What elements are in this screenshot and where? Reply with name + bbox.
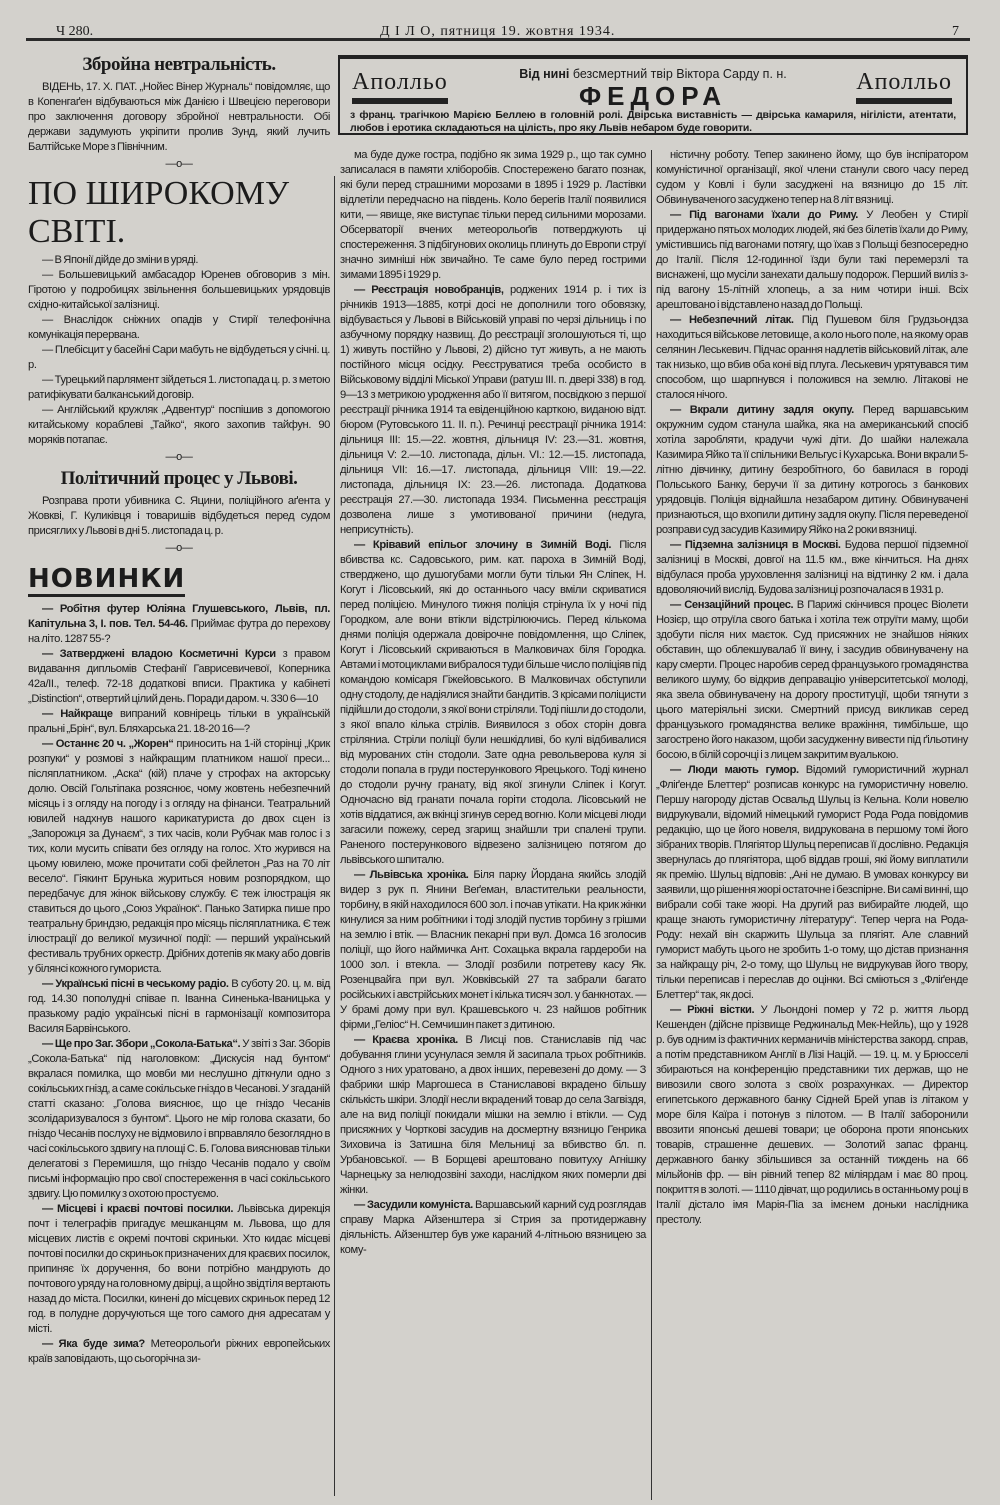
paragraph-lead: — Львівська хроніка. <box>354 869 469 881</box>
news-paragraph: — В Японії дійде до зміни в уряді. <box>42 254 199 266</box>
paragraph-text: Біля парку Йордана якийсь злодій видер з рук п. Янини Веґеман, властительки реальности, торбину, в якій находилося 600 зол. і почав утікати. На крик жінки кинулися за ним робітники і тоді злодій пустив торбину з грішми на землю і втік. — Власник пекарні при вул. Домса 16 зголосив поліції, що його наймичка Ант. Сохацька вкрала гардероби на 1000 зол. і втекла. — Злодії розбили потретеву касу Як. Розенцвайга при вул. Жовківській 27 та забрали багато російських і австрійських монет і кілька тисяч зол. у банкнотах. — У брамі дому при вул. Крашевського ч. 23 найшов робітник фірми „Геліос“ Н. Семчишин пакет з дитиною. <box>340 869 646 1031</box>
news-paragraph <box>28 602 330 647</box>
paragraph-text: У звіті з Заг. Зборів „Сокола-Батька“ під наголовком: „Дискусія над бунтом“ вкралася помилка, що мовби ми неслушно діткнули одно з сокільських гнізд, а саме сокільське гніздо в Чесанові. У згаданій статті сказано: „Голова вияснює, що це гніздо Чесанів зсолідаризувалося з бунтом“. Цього не мір голова сказати, бо гніздо Чесанів послуху не відмовило і впрвавляло безоглядно в часі сокільського здвигу на площі С. Б. Голова вияснював тільки делегатові з Перемишля, що гніздо Чесанів подало у своїм письмі інформацію про свої спостереження в часі сокільського здвигу. Цю помилку з охотою простуємо. <box>28 1038 330 1200</box>
news-paragraph <box>28 1037 330 1202</box>
theatre-advertisement <box>338 55 968 135</box>
paragraph-text: Перед варшавським окружним судом станула шайка, яка на американський спосіб хотіла заробляти, крадучи чужі діти. До шайки належала Казимира Яйко та її спільники Вельгус і Кухарська. Вони вкрали 5-літню дівчинку, дитину безробітного, бо бавилася в городі Польського Банку, беручи її за дитину котрогось з банкових урядовців. Поліція віднайшла незабаром дитину. Обвинувачені признаються, що вхопили дитину задля окупу. Після переведеної розправи суд засудив Казимиру Яйко на 2 роки вязниці. <box>656 404 968 536</box>
paragraph-lead: — Останнє 20 ч. „Жорен“ <box>42 738 174 750</box>
article-heading-process: Політичний процес у Львові. <box>60 468 298 489</box>
paragraph-text: В суботу 20. ц. м. від год. 14.30 пополудні співае п. Іванна Синенька-Іваницька у празькому радіо українські пісні в гармонізації композитора Василя Барвінського. <box>28 978 330 1035</box>
paragraph-lead: — Небезпечний літак. <box>670 314 794 326</box>
news-paragraph <box>656 598 968 763</box>
masthead-date: Д І Л О, пятниця 19. жовтня 1934. <box>380 24 616 39</box>
paragraph-lead: — Українські пісні в чеському радіо. <box>42 978 229 990</box>
paragraph-text: Після вбивства кс. Садовського, рим. кат. пароха в Зимній Воді, стверджено, що душогубами могли бути тільки Ян Сліпек, Н. Когут і Лісовський, які до останнього часу вміли скриватися перед поліцією. Минулого тижня поліція стрінула їх у ночі під Городком, але вони втікли відстрілюючись. Перед кількома днями поліція одержала довірочне повідомлення, що Сліпек, Когут і Лісовський скриваються в Малковичах біля Городка. Автами і мотоциклами вибралося туди більше число поліціяв під командою комісаря Гіжейовського. В Малковичах обступили одну стодолу, де надіялися знайти бандитів. З крісами поліцисти підійшли до стодоли, з якої вони стріляли. Тоді пішли до стодоли, з якої впало кілька стрілів. Виявилося з обох сторін довга стріляниа. Стріли поліції були нешкідливі, бо кулі відбивалися від мурованих стін стодоли. Зате одна револьверова куля зі стодоли попала в груди постерункового Ярецького. Тоді кинено до стодоли ручну гранату, від якої згинули Сліпек і Когут. Одночасно від гранати почала горіти стодола. Лісовський не хотів віддатися, аж вкінці згинув серед вогню. Коли місцеві люди загасили пожежу, серед згарищ знайшли три спалені трупи. Раненого постерункового відвезено залізницею потягом до львівського шпиталю. <box>340 539 646 866</box>
ad-brand-right: Аполльо <box>856 69 952 104</box>
ad-brand-left: Аполльо <box>352 69 448 104</box>
paragraph-lead: — Підземна залізниця в Москві. <box>670 539 841 551</box>
column-3-paragraphs <box>656 148 968 1228</box>
column-2 <box>340 148 646 1258</box>
news-paragraph: — Большевицький амбасадор Юренев обговорив з мін. Гіротою у подробицях звільнення большевицьких урядовців східно-китайської залізниці. <box>28 269 330 311</box>
paragraph-text: ма буде дуже гостра, подібно як зима 1929 р., що так сумно записалася в памяти хліборобів. Спостережено багато познак, які були перед страшними морозами в 1895 і 1929 р. Ластівки відлетіли передчасно на південь. Коло берегів Італії появилися кити, — явище, яке виступає тільки перед сильними морозами. Обсерваторії вчених метеорольоґів потверджують ці спостереження. З підбігунових околиць плинуть до Европи струї значно зимніші ніж звичайно. Те саме було перед гострими зимами 1895 і 1929 р. <box>340 149 646 281</box>
news-paragraph <box>340 1033 646 1198</box>
news-paragraph: — Англійський кружляк „Адвентур“ поспішив з допомогою китайському кораблеві „Тайко“, якого захопив тайфун. 90 моряків потапає. <box>28 404 330 446</box>
header-rule <box>26 38 970 41</box>
ad-lead <box>478 67 828 81</box>
news-paragraph <box>656 1003 968 1228</box>
news-paragraph <box>340 148 646 283</box>
section-heading-world: ПО ШИРОКОМУ СВІТІ. <box>28 175 290 250</box>
news-paragraph <box>28 1202 330 1337</box>
paragraph-text: У Льондоні помер у 72 р. життя льорд Кешенден (дійсне прізвище Реджинальд Мек-Нейль), що у 1928 р. був одним із фактичних керманичів міністерства закорд. справ, а потім представником Англії в Лізі Націй. — 19. ц. м. у Брюсселі збираються на конференцію представники тих держав, що не вивозили свого золота з своїх розрахунках. — Директор египетського державного банку Сідней Брей упав із літаком у море біля Каїра і потонув з пілотом. — В Італії заборонили ввозити японські дешеві товари; це оборона проти японських товарів, страшенне дешевих. — Золотий запас франц. державного банку збільшився за останній тиждень на 66 мільйонів фр. — він рівний тепер 82 міліярдам і має 80 проц. покриття в золоті. — 1110 дівчат, що родились в останньому році в Італії дістало імя Марія-Піа за імєнем доньки наслідника престолу. <box>656 1004 968 1226</box>
world-news-list <box>28 253 330 448</box>
news-paragraph: — Внаслідок сніжних опадів у Стирії телефонічна комунікація перервана. <box>28 314 330 341</box>
news-items <box>28 602 330 1367</box>
article-heading-neutrality: Збройна невтральність. <box>82 54 276 75</box>
paragraph-lead: — Люди мають гумор. <box>670 764 799 776</box>
paragraph-lead: — Робітня футер Юліяна Глушевського, Львів, пл. Капітульна 3, І. пов. Тел. 54-46. <box>28 603 330 630</box>
news-paragraph: — Турецький парлямент зійдеться 1. листопада ц. р. з метою ратифікувати балканський договір. <box>28 374 330 401</box>
paragraph-text: з правом видавання дипльомів Стефанії Гаврисевичевої, Коперника 42а/ІІ., телеф. 72-18 додаткові вписи. Практика у кабінеті „Distinction“, отвертий цілий день. Поради даром. ч. 330 6—10 <box>28 648 330 705</box>
news-paragraph <box>340 538 646 868</box>
column-divider <box>651 150 652 1500</box>
paragraph-text: Під Пушевом біля Грудзьондза находиться військове летовище, а коло нього поле, на якому орав селянин Леськевич. Підчас орання надлетів військовий літак, але так низько, що вбив оба коні від плуга. Леськевич урятувався тим способом, що шарпнувся і положився на землю. Літакові не сталося нічого. <box>656 314 968 401</box>
paragraph-text: Приймає футра до перехову на літо. 1287 55-? <box>28 618 330 645</box>
column-3 <box>656 148 968 1228</box>
news-paragraph: — Плебісцит у басейні Сари мабуть не відбудеться у січні. ц. р. <box>28 344 330 371</box>
news-paragraph <box>656 148 968 208</box>
paragraph-lead: — Краєва хроніка. <box>354 1034 458 1046</box>
paragraph-lead: — Засудили комуніста. <box>354 1199 473 1211</box>
paragraph-lead: — Вкрали дитину задля окупу. <box>670 404 854 416</box>
news-paragraph <box>28 647 330 707</box>
paragraph-text: Відомий гумористичний журнал „Фліґенде Блеттер“ розписав конкурс на гумористичну новелю. Першу нагороду дістав Освальд Шульц із Кельна. Коли новелю видрукували, відомий німецький гуморист Рода Рода повідомив редакцію, що це його новеля, видрукована в першому томі його зібраних творів. Плягіятор Шульц переписав її дослівно. Редакція звернулась до плягіятора, щоб віддав гроші, які йому виплатили як премію. Шульц відповів: „Ані не думаю. В умовах конкурсу ви заявили, що рішення жюрі остаточне і безспірне. Ви самі винні, що вибрали собі таке жюрі. На другий раз вибирайте людей, що краще знають гумористичну літературу“. Тепер черга на Рода-Роду: нехай він скаржить Шульца за плягіят. Але славний гуморист мабуть цього не зробить 1-о тому, що дістав признання за найкращу річ, 2-о тому, що Шульц не видрукував його твору, тільки переписав і переслав до оцінки. Всі сміються з „Фліґенде Блеттер“ так, як досі. <box>656 764 968 1001</box>
section-heading-news: НОВИНКИ <box>28 564 185 597</box>
news-paragraph <box>656 208 968 313</box>
paragraph-text: ністичну роботу. Тепер закинено йому, що був інспіратором комуністичної організації, якої члени станули свого часу перед судом у Ковлі і були засуджені на вязницю до 15 літ. Обвинуваченого засуджено тепер на 8 літ вязниці. <box>656 149 968 206</box>
paragraph-text: У Леобен у Стирії придержано пятьох молодих людей, які без білетів їхали до Риму, умістившись під вагонами потягу, що їхав з Польщі безпосередно до Італії. Після 12-годинної їзди були такі перемерзлі та виснажені, що мусіли занехати дальшу подорож. Перший виліз з-під вагону 15-літній хлопець, а за ним чотири інші. Всіх арештовано і відставлено назад до Польщі. <box>656 209 968 311</box>
ad-lead-bold: Від нині <box>519 67 570 81</box>
ad-lead-rest: безсмертний твір Віктора Сарду п. н. <box>569 67 787 81</box>
paragraph-text: В Лисці пов. Станиславів під час добування глини усунулася земля й засипала трьох робітників. Одного з них уратовано, а двох інших, перевезені до дому. — З фабрики шкір Маргошеса в Станиславові вкрадено більшу скількість шкіри. Злодії несли вкрадений товар до села Загвіздя, але на вид поліції покидали мішки на землю і втікли. — Суд присяжних у Чорткові засудив на досмертну вязницю Генрика Зиховича із Затишна біля Мельниці за вбивство бл. п. Урбановської. — В Борщеві арештовано повитуху Агнішку Чарнецьку за нелюдозвіні заходи, наслідком яких померли дві жінки. <box>340 1034 646 1196</box>
separator: —o— <box>165 158 193 170</box>
paragraph-lead: — Крівавий епільог злочину в Зимній Воді. <box>354 539 612 551</box>
paragraph-text: В Парижі скінчився процес Віолети Нозієр, що отруїла свого батька і хотіла теж отруїти маму, щоби здобути після них маєток. Суд присяжних не знайшов ніяких обставин, що облекшувалаб її вину, і засудив обвинувачену на кару смерти. Процес наробив серед французького громадянства великого шуму, бо відкрив деправацію університетської молоді, яка звела обвинувачену на дорогу проституції, щоби тягнути з цього матеріяльні зиски. Смертний присуд викликав серед французького громадянства велике вражіння, тимбільше, що загострено його наказом, щоби засудженну вивести під ґільотину босою, в білій сорочці і з лицем закритим вуалькою. <box>656 599 968 761</box>
paragraph-lead: — Сензаційний процес. <box>670 599 794 611</box>
paragraph-text: Метеорольоґи ріжних европейських країв заповідають, що сьогорічна зи- <box>28 1338 330 1365</box>
news-paragraph <box>656 763 968 1003</box>
news-paragraph <box>28 1337 330 1367</box>
issue-number: Ч 280. <box>56 24 94 39</box>
separator: —o— <box>165 542 193 554</box>
article-process: Розправа проти убивника С. Яцини, поліційного аґента у Жовкві, Г. Куликівця і товаришів відбудеться перед судом присяглих у Львові в дні 5. листопада ц. р. <box>28 495 330 537</box>
paragraph-text: приносить на 1-ій сторінці „Крик розпуки“ у розмові з найкращим платником нашої преси... післяплатником. „Аска“ (кій) плаче у строфах на акторську долю. Овсій Гольтіпака розяснює, чому жовтень небезпечний місяць і з огляду на погоду і з огляду на фінанси. Театральний ювилей надхнув нашого карикатуриста до двох сцен із „Запорожця за Дунаєм“, з тих часів, коли Рубчак мав голос і з тих, коли мусить співати без огляду на голос. Хто журився на цьому ювилею, може прочитати собі фейлетон „Раз на 70 літ весело“. Гіякинт Брунька журиться новим розпорядком, що передбачує для жінок військову службу. Є теж ілюстрація як ставиться до цього „Союз Українок“. Панько Затирка пише про театральну бриндзю, редакція про місяць післяплатника. Є теж ілюстрації до великої музичної події: — перший український фестиваль трубних оркестр. Дрібних дотепів як маку або довгів у білянсі кожного гумориста. <box>28 738 330 975</box>
ad-title: ФЕДОРА <box>578 81 728 111</box>
article-neutrality: ВІДЕНЬ, 17. Х. ПАТ. „Нойес Вінер Журналь“ повідомляє, що в Копенгаґен відбуваються між Данією і Швецією переговори про заключення договору збройної невтральности. Обі держави задумують укріпити пролив Зунд, який лучить Балтійське Море з Північним. <box>28 81 330 153</box>
news-paragraph <box>340 283 646 538</box>
paragraph-lead: — Ріжні вістки. <box>670 1004 755 1016</box>
news-paragraph <box>28 707 330 737</box>
paragraph-lead: — Затверджені владою Косметичні Курси <box>42 648 276 660</box>
paragraph-text: роджених 1914 р. і тих із річників 1913—1885, котрі досі не дополнили того обовязку, відбувається у Львові в Військовій управі по черзі дільниць і по азбучному порядку назвищ. До реєстрації зголошуються ті, що 1) живуть постійно у Львові, 2) дійсно тут живуть, а не мають постійного місця осідку. Реєструватися треба особисто в Військовому відділі Міської Управи (ратуш ІІІ. п. двері 338) в год. 9—13 з метрикою уродження або її витягом, посвідкою з першої реєстрації річника 1914 та евіденційною карткою, виданою відт. бюром (Рутовського 11. ІІ. п.). Речинці реєстрації річника 1914: дільниця ІІІ: 15.—22. жовтня, дільниця IV: 23.—31. жовтня, дільниця V: 2.—10. листопада, дільн. VI.: 12.—15. листопада, дільниця VII: 16.—17. листопада, дільниця VIII: 19.—22. листопада, дільниця IX: 23.—26. листопада. Додаткова реєстрація 27.—30. листопада 1934. Письменна реєстрація дозволена лише з умотивованої причини (недуга, неприсутність). <box>340 284 646 536</box>
news-paragraph <box>340 868 646 1033</box>
page-number: 7 <box>952 24 959 39</box>
news-paragraph <box>656 538 968 598</box>
paragraph-text: Варшавський карний суд розглядав справу Марка Айзенштера зі Стрия за протидержавну діяльність. Айзенштер був уже караний 4-літньою вязницею за кому- <box>340 1199 647 1256</box>
news-paragraph <box>656 403 968 538</box>
paragraph-lead: — Під вагонами їхали до Риму. <box>670 209 859 221</box>
column-2-paragraphs <box>340 148 646 1258</box>
column-1 <box>28 50 330 1367</box>
paragraph-text: Будова першої підземної залізниці в Москві, довгої на 11.5 км., вже кінчиться. На днях відбулася проба уруховлення залізниці на відтинку 2 км. і дала вдоволяючий вислід. Будова залізниці розпочалася в 1931 р. <box>656 539 968 596</box>
news-paragraph <box>340 1198 646 1258</box>
paragraph-text: Львівська дирекція почт і телеграфів пригадує мешканцям м. Львова, що для місцевих листів є окремі почтові скриньки. Хто кидає місцеві почтові посилки до скриньок призначених для краєвих посилок, припиняє їх доручення, бо вони потрібно мандрують до почтового уряду на головному двірці, а щойно звідтіля вертають назад до міста. Посилки, кинені до місцевих скриньок перед 12 год. в полудне доручуються ще того самого дня адресатам у місті. <box>28 1203 330 1335</box>
news-paragraph <box>656 313 968 403</box>
paragraph-lead: — Найкраще <box>42 708 113 720</box>
ad-description: з франц. трагічкою Марією Беллею в головній ролі. Двірська виставність — двірська камариля, нігілісти, атентати, любов і еротика складаються на цілість, про яку Львів небаром буде говорити. <box>350 109 956 134</box>
paragraph-lead: — Яка буде зима? <box>42 1338 145 1350</box>
paragraph-text: випраний ковнірець тільки в українській пральні „Брін“, вул. Бляхарська 21. 18-20 16—? <box>28 708 330 735</box>
news-paragraph <box>28 737 330 977</box>
paragraph-lead: — Ще про Заг. Збори „Сокола-Батька“. <box>42 1038 241 1050</box>
paragraph-lead: — Місцеві і краєві почтові посилки. <box>42 1203 234 1215</box>
separator: —o— <box>165 451 193 463</box>
paragraph-lead: — Реєстрація новобранців, <box>354 284 504 296</box>
column-divider <box>334 176 335 1496</box>
news-paragraph <box>28 977 330 1037</box>
